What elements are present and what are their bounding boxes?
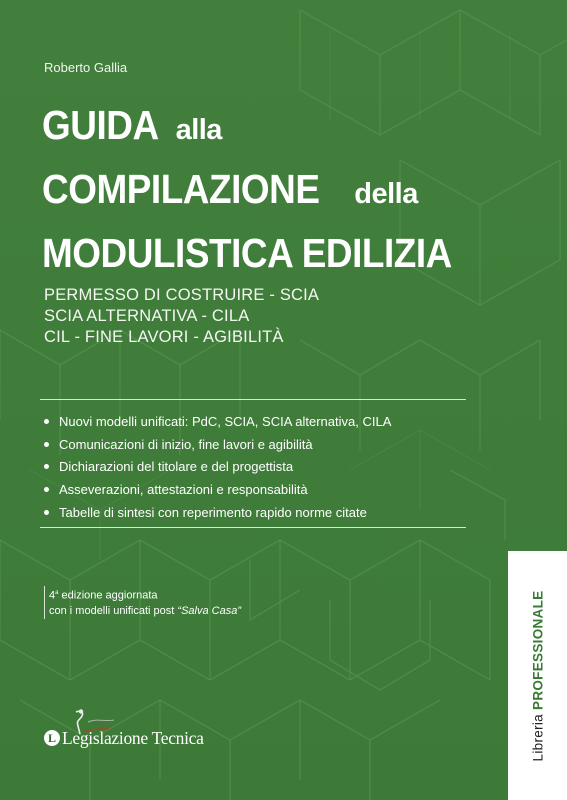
divider-top (40, 399, 466, 400)
bullet-icon (44, 419, 49, 424)
edition-line-2: con i modelli unificati post “Salva Casa” (49, 604, 241, 617)
bullet-icon (44, 487, 49, 492)
feature-list (44, 410, 391, 524)
edition-note (44, 586, 241, 619)
feature-item: Dichiarazioni del titolare e del progettista (44, 456, 391, 479)
feature-item: Nuovi modelli unificati: PdC, SCIA, SCIA alternativa, CILA (44, 410, 391, 433)
title-word-modulistica-edilizia: MODULISTICA EDILIZIA (42, 230, 452, 276)
publisher-mark-icon: L (44, 730, 60, 746)
edition-line-1: 4$^a$ edizione aggiornata (49, 589, 158, 602)
title-line-3 (42, 226, 542, 290)
publisher-logo (44, 708, 244, 758)
title-word-della: della (354, 178, 418, 210)
divider-bottom (40, 527, 466, 528)
feature-item: Asseverazioni, attestazioni e responsabilità (44, 478, 391, 501)
publisher-name: Legislazione Tecnica (62, 728, 204, 748)
series-label: Libreria PROFESSIONALE (530, 590, 546, 762)
subtitle-line: SCIA ALTERNATIVA - CILA (44, 307, 250, 325)
author-name: Roberto Gallia (44, 60, 128, 75)
subtitle-line: CIL - FINE LAVORI - AGIBILITÀ (44, 328, 284, 346)
bullet-icon (44, 442, 49, 447)
title-word-alla: alla (175, 114, 222, 146)
title-line-2 (42, 162, 542, 226)
feature-item: Comunicazioni di inizio, fine lavori e agibilità (44, 433, 391, 456)
title-word-compilazione: COMPILAZIONE (42, 166, 320, 212)
subtitle (44, 285, 319, 348)
bullet-icon (44, 464, 49, 469)
bullet-icon (44, 510, 49, 515)
title-word-guida: GUIDA (42, 102, 159, 148)
feature-item: Tabelle di sintesi con reperimento rapido norme citate (44, 501, 391, 524)
book-title (42, 98, 542, 290)
subtitle-line: PERMESSO DI COSTRUIRE - SCIA (44, 286, 320, 304)
title-line-1 (42, 98, 542, 162)
